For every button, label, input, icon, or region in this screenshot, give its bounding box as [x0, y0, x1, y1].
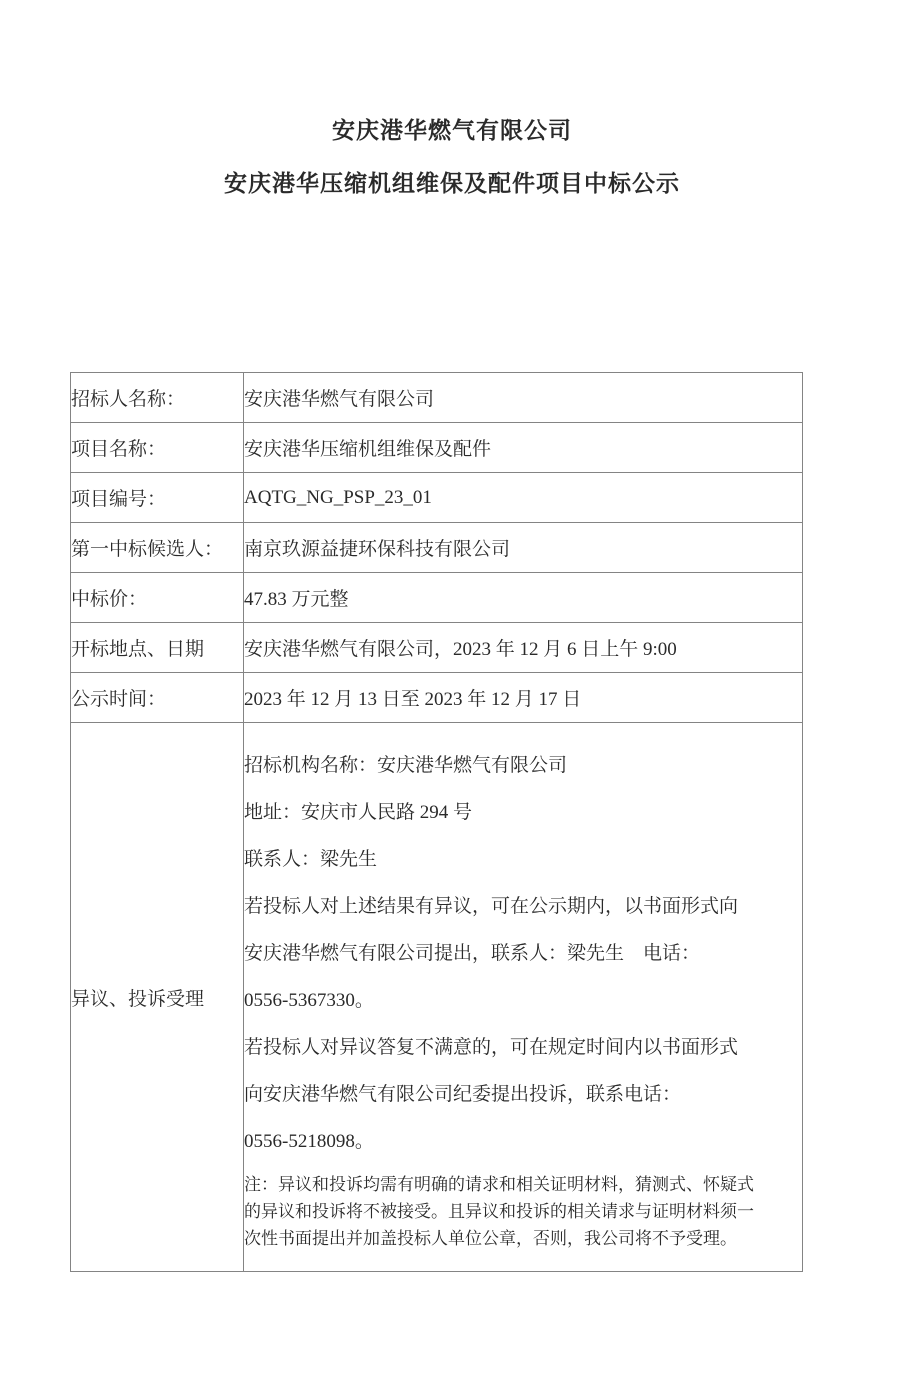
row-label-first-candidate: 第一中标候选人：	[71, 523, 244, 573]
row-label-project-number: 项目编号：	[71, 473, 244, 523]
note-line: 注：异议和投诉均需有明确的请求和相关证明材料，猜测式、怀疑式	[244, 1175, 754, 1194]
objection-line-phone: 0556-5367330。	[244, 990, 374, 1011]
objection-line-address: 地址：安庆市人民路 294 号	[244, 802, 473, 823]
table-row	[71, 673, 803, 723]
table-row	[71, 423, 803, 473]
table-row	[71, 623, 803, 673]
row-label-tenderer: 招标人名称：	[71, 373, 244, 423]
page-subtitle: 安庆港华压缩机组维保及配件项目中标公示	[224, 171, 680, 196]
row-value-opening-place-date: 安庆港华燃气有限公司，2023 年 12 月 6 日上午 9:00	[244, 623, 803, 673]
objection-line-agency: 招标机构名称：安庆港华燃气有限公司	[244, 755, 568, 776]
row-value-objection	[244, 723, 803, 1272]
note-line: 次性书面提出并加盖投标人单位公章，否则，我公司将不予受理。	[244, 1229, 737, 1248]
row-value-bid-price: 47.83 万元整	[244, 573, 803, 623]
table-row-objection	[71, 723, 803, 1272]
table-row	[71, 523, 803, 573]
page-title: 安庆港华燃气有限公司	[332, 118, 572, 143]
row-value-project-number: AQTG_NG_PSP_23_01	[244, 473, 803, 523]
objection-note	[244, 1171, 802, 1252]
row-label-project-name: 项目名称：	[71, 423, 244, 473]
objection-line-text: 若投标人对异议答复不满意的，可在规定时间内以书面形式	[244, 1037, 739, 1058]
row-label-objection: 异议、投诉受理	[71, 723, 244, 1272]
table-row	[71, 573, 803, 623]
objection-line-text: 向安庆港华燃气有限公司纪委提出投诉，联系电话：	[244, 1084, 682, 1105]
objection-line-phone: 0556-5218098。	[244, 1131, 374, 1152]
row-label-publicity-period: 公示时间：	[71, 673, 244, 723]
objection-line-contact: 联系人：梁先生	[244, 849, 378, 870]
row-value-publicity-period: 2023 年 12 月 13 日至 2023 年 12 月 17 日	[244, 673, 803, 723]
objection-line-text: 若投标人对上述结果有异议，可在公示期内，以书面形式向	[244, 896, 739, 917]
row-label-bid-price: 中标价：	[71, 573, 244, 623]
row-value-project-name: 安庆港华压缩机组维保及配件	[244, 423, 803, 473]
note-line: 的异议和投诉将不被接受。且异议和投诉的相关请求与证明材料须一	[244, 1202, 754, 1221]
row-label-opening-place-date: 开标地点、日期	[71, 623, 244, 673]
objection-line-text: 安庆港华燃气有限公司提出，联系人：梁先生 电话：	[244, 943, 701, 964]
row-value-first-candidate: 南京玖源益捷环保科技有限公司	[244, 523, 803, 573]
bid-announcement-table	[70, 372, 803, 1272]
table-row	[71, 473, 803, 523]
table-row	[71, 373, 803, 423]
row-value-tenderer: 安庆港华燃气有限公司	[244, 373, 803, 423]
